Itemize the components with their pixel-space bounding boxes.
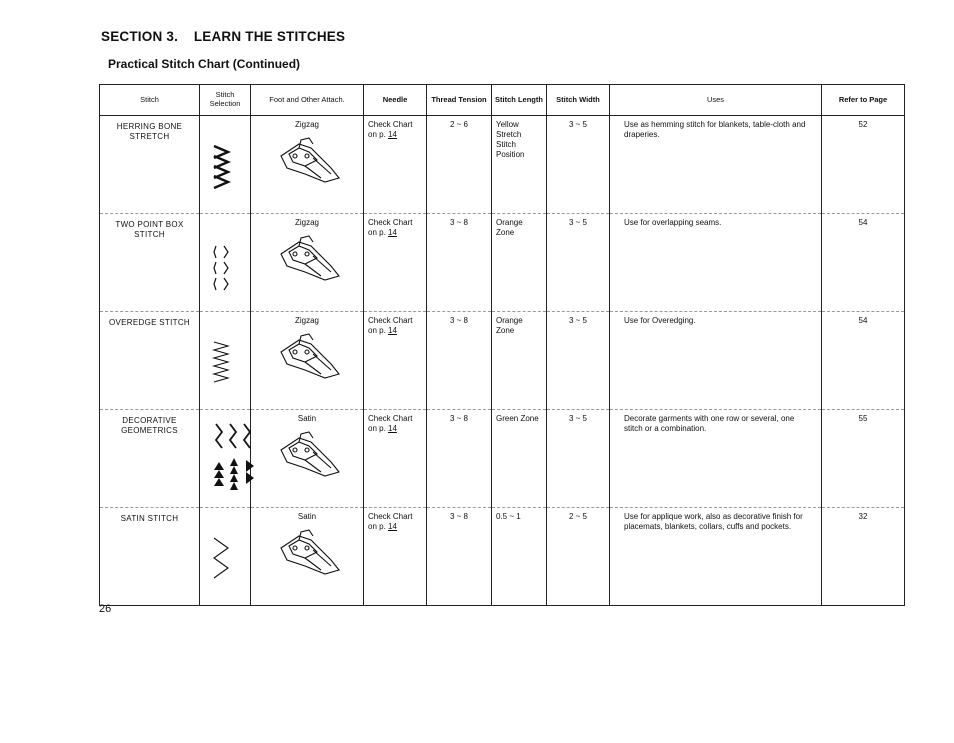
stitch-name: HERRING BONE STRETCH xyxy=(100,116,200,214)
col-header-width: Stitch Width xyxy=(547,85,610,116)
col-header-needle: Needle xyxy=(364,85,427,116)
stitch-width: 2 ~ 5 xyxy=(547,508,610,606)
needle-page-link[interactable]: 14 xyxy=(388,424,397,433)
refer-page: 55 xyxy=(822,410,905,508)
stitch-length: Yellow Stretch Stitch Position xyxy=(492,116,547,214)
stitch-name: TWO POINT BOX STITCH xyxy=(100,214,200,312)
needle-text: Check Chart on p. xyxy=(368,414,413,433)
foot-cell xyxy=(251,312,364,410)
needle-text: Check Chart on p. xyxy=(368,316,413,335)
foot-label: Zigzag xyxy=(294,218,319,227)
stitch-width: 3 ~ 5 xyxy=(547,116,610,214)
needle-page-link[interactable]: 14 xyxy=(388,522,397,531)
page-number: 26 xyxy=(99,603,112,615)
stitch-selection-cell xyxy=(200,410,251,508)
needle-cell xyxy=(364,116,427,214)
thread-tension: 3 ~ 8 xyxy=(427,410,492,508)
section-heading: SECTION 3. LEARN THE STITCHES xyxy=(101,29,346,44)
needle-page-link[interactable]: 14 xyxy=(388,130,397,139)
thread-tension: 3 ~ 8 xyxy=(427,214,492,312)
stitch-name: DECORATIVE GEOMETRICS xyxy=(100,410,200,508)
table-row xyxy=(100,508,905,606)
table-row xyxy=(100,312,905,410)
stitch-selection-cell xyxy=(200,508,251,606)
stitch-selection-cell xyxy=(200,312,251,410)
col-header-length: Stitch Length xyxy=(492,85,547,116)
needle-cell xyxy=(364,508,427,606)
needle-text: Check Chart on p. xyxy=(368,218,413,237)
needle-text: Check Chart on p. xyxy=(368,120,413,139)
stitch-uses: Use for Overedging. xyxy=(610,312,822,410)
foot-cell xyxy=(251,214,364,312)
stitch-chart-table xyxy=(99,84,905,606)
stitch-uses: Use for applique work, also as decorative finish for placemats, blankets, collars, cuffs and pockets. xyxy=(610,508,822,606)
stitch-selection-cell xyxy=(200,214,251,312)
needle-cell xyxy=(364,312,427,410)
stitch-length: Orange Zone xyxy=(492,312,547,410)
col-header-foot: Foot and Other Attach. xyxy=(251,85,364,116)
stitch-uses: Use for overlapping seams. xyxy=(610,214,822,312)
needle-cell xyxy=(364,214,427,312)
needle-cell xyxy=(364,410,427,508)
col-header-stitch: Stitch xyxy=(100,85,200,116)
stitch-width: 3 ~ 5 xyxy=(547,410,610,508)
chart-subtitle: Practical Stitch Chart (Continued) xyxy=(108,57,301,71)
refer-page: 54 xyxy=(822,312,905,410)
foot-cell xyxy=(251,410,364,508)
needle-page-link[interactable]: 14 xyxy=(388,326,397,335)
refer-page: 52 xyxy=(822,116,905,214)
col-header-tension: Thread Tension xyxy=(427,85,492,116)
table-row xyxy=(100,116,905,214)
table-row xyxy=(100,214,905,312)
stitch-width: 3 ~ 5 xyxy=(547,214,610,312)
stitch-uses: Decorate garments with one row or several, one stitch or a combination. xyxy=(610,410,822,508)
stitch-uses: Use as hemming stitch for blankets, table-cloth and draperies. xyxy=(610,116,822,214)
stitch-length: Green Zone xyxy=(492,410,547,508)
foot-cell xyxy=(251,508,364,606)
stitch-selection-cell xyxy=(200,116,251,214)
foot-label: Satin xyxy=(297,512,317,521)
stitch-name: OVEREDGE STITCH xyxy=(100,312,200,410)
needle-page-link[interactable]: 14 xyxy=(388,228,397,237)
stitch-width: 3 ~ 5 xyxy=(547,312,610,410)
thread-tension: 2 ~ 6 xyxy=(427,116,492,214)
thread-tension: 3 ~ 8 xyxy=(427,312,492,410)
table-row xyxy=(100,410,905,508)
stitch-name: SATIN STITCH xyxy=(100,508,200,606)
foot-label: Zigzag xyxy=(294,120,319,129)
refer-page: 32 xyxy=(822,508,905,606)
col-header-page: Refer to Page xyxy=(822,85,905,116)
table-header-row xyxy=(100,85,905,116)
refer-page: 54 xyxy=(822,214,905,312)
foot-cell xyxy=(251,116,364,214)
col-header-uses: Uses xyxy=(610,85,822,116)
foot-label: Zigzag xyxy=(294,316,319,325)
needle-text: Check Chart on p. xyxy=(368,512,413,531)
stitch-length: Orange Zone xyxy=(492,214,547,312)
foot-label: Satin xyxy=(297,414,317,423)
thread-tension: 3 ~ 8 xyxy=(427,508,492,606)
col-header-selection: Stitch Selection xyxy=(200,85,251,116)
stitch-length: 0.5 ~ 1 xyxy=(492,508,547,606)
